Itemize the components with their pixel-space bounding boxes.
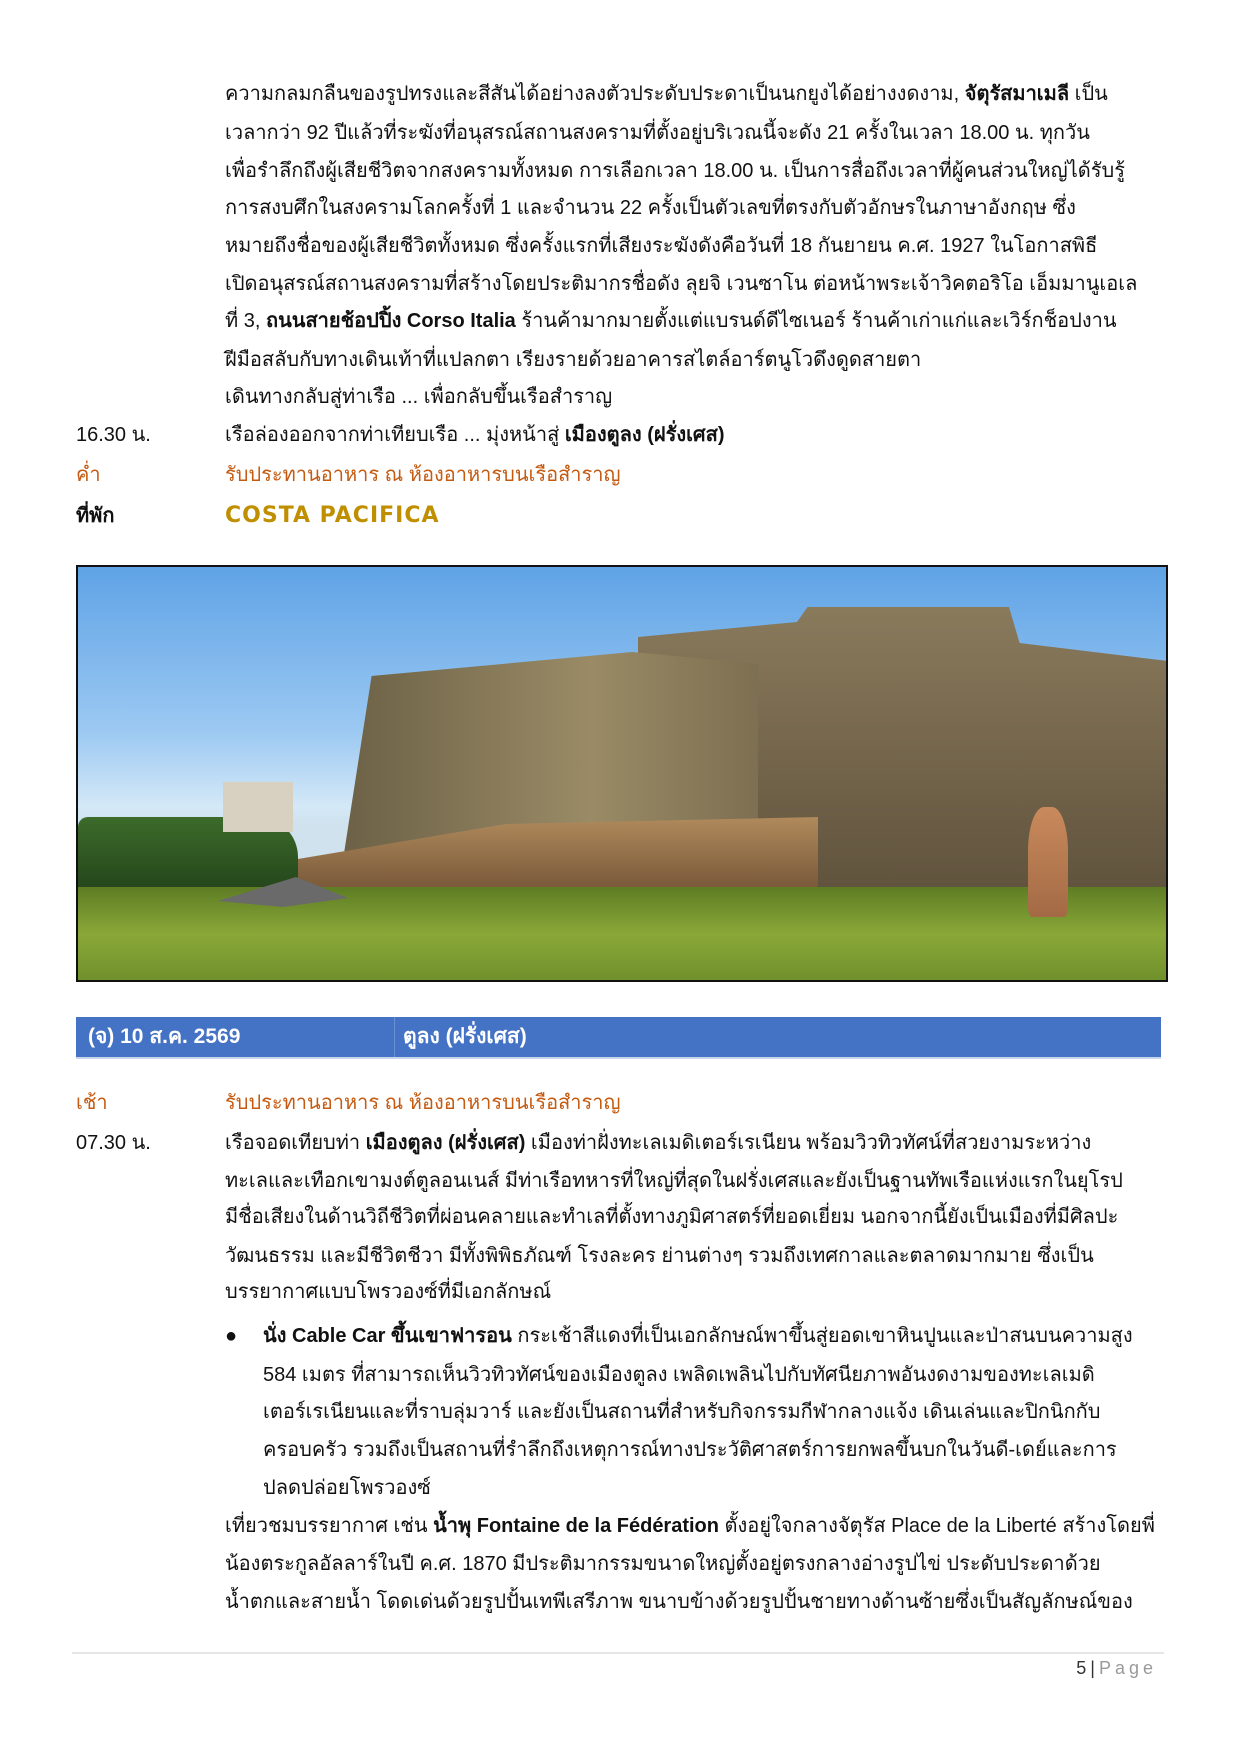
text-segment: เปิดอนุสรณ์สถานสงครามที่สร้างโดยประติมากรชื่อดัง ลุยจิ เวนซาโน ต่อหน้าพระเจ้าวิคตอริโอ เอ็มมานูเอเล [225, 273, 1138, 295]
text-segment: น้องตระกูลอัลลาร์ในปี ค.ศ. 1870 มีประติมากรรมขนาดใหญ่ตั้งอยู่ตรงกลางอ่างรูปไข่ ประดับประดาด้วย [225, 1553, 1101, 1575]
day-header-bar [76, 1017, 1161, 1059]
text-line [225, 416, 725, 454]
text-line [225, 1273, 551, 1311]
departure-time: 16.30 น. [76, 424, 151, 446]
fortress-photo [76, 565, 1168, 982]
accommodation-ship-name: COSTA PACIFICA [225, 503, 440, 528]
text-line [263, 1393, 1100, 1431]
text-line [225, 341, 921, 379]
page-separator: | [1090, 1658, 1095, 1678]
text-line [225, 1237, 1094, 1275]
bold-text: นั่ง Cable Car ขึ้นเขาฟารอน [263, 1325, 512, 1347]
bold-text: เมืองตูลง (ฝรั่งเศส) [564, 424, 725, 446]
text-segment: วัฒนธรรม และมีชีวิตชีวา มีทั้งพิพิธภัณฑ์ โรงละคร ย่านต่างๆ รวมถึงเทศกาลและตลาดมากมาย ซึ่งเป็น [225, 1245, 1094, 1267]
breakfast-text: รับประทานอาหาร ณ ห้องอาหารบนเรือสำราญ [225, 1092, 621, 1114]
page-label: Page [1098, 1658, 1157, 1678]
bold-text: เมืองตูลง (ฝรั่งเศส) [365, 1132, 526, 1154]
text-segment: เวลากว่า 92 ปีแล้วที่ระฆังที่อนุสรณ์สถานสงครามที่ตั้งอยู่บริเวณนี้จะดัง 21 ครั้งในเวลา 18.00 น. ทุกวัน [225, 122, 1090, 144]
page-number [1076, 1654, 1157, 1682]
text-segment: เรือล่องออกจากท่าเทียบเรือ ... มุ่งหน้าสู่ [225, 424, 565, 446]
text-segment: กระเช้าสีแดงที่เป็นเอกลักษณ์พาขึ้นสู่ยอดเขาหินปูนและป่าสนบนความสูง [511, 1325, 1133, 1347]
breakfast-label: เช้า [76, 1092, 108, 1114]
text-segment: เดินทางกลับสู่ท่าเรือ ... เพื่อกลับขึ้นเรือสำราญ [225, 386, 613, 408]
day-header-place: ตูลง (ฝรั่งเศส) [394, 1017, 527, 1057]
text-segment: เมืองท่าฝั่งทะเลเมดิเตอร์เรเนียน พร้อมวิวทิวทัศน์ที่สวยงามระหว่าง [525, 1132, 1092, 1154]
text-line [225, 378, 612, 416]
text-segment: ทะเลและเทือกเขามงต์ตูลอนเนส์ มีท่าเรือทหารที่ใหญ่ที่สุดในฝรั่งเศสและยังเป็นฐานทัพเรือแห่งแรกในยุโรป [225, 1170, 1123, 1192]
text-segment: การสงบศึกในสงครามโลกครั้งที่ 1 และจำนวน 22 ครั้งเป็นตัวเลขที่ตรงกับตัวอักษรในภาษาอังกฤษ ซึ่ง [225, 197, 1076, 219]
text-segment: น้ำตกและสายน้ำ โดดเด่นด้วยรูปปั้นเทพีเสรีภาพ ขนาบข้างด้วยรูปปั้นชายทางด้านซ้ายซึ่งเป็นสัญลักษณ์ของ [225, 1591, 1133, 1613]
bold-text: จัตุรัสมาเมลี [964, 83, 1070, 105]
text-segment: เพื่อรำลึกถึงผู้เสียชีวิตจากสงครามทั้งหมด การเลือกเวลา 18.00 น. เป็นการสื่อถึงเวลาที่ผู้คนส่วนใหญ่ได้รับรู้ [225, 160, 1125, 182]
bullet-dot-icon: ● [225, 1325, 238, 1347]
text-line [263, 1317, 1133, 1355]
text-line [225, 1198, 1118, 1236]
text-segment: หมายถึงชื่อของผู้เสียชีวิตทั้งหมด ซึ่งครั้งแรกที่เสียงระฆังดังคือวันที่ 18 กันยายน ค.ศ. 1927 ในโอกาสพิธี [225, 235, 1098, 257]
text-line [225, 1583, 1133, 1621]
text-segment: 584 เมตร ที่สามารถเห็นวิวทิวทัศน์ของเมืองตูลง เพลิดเพลินไปกับทัศนียภาพอันงดงามของทะเลเมดิ [263, 1364, 1095, 1386]
text-segment: ปลดปล่อยโพรวองซ์ [263, 1477, 431, 1499]
text-line [225, 1545, 1101, 1583]
dinner-text: รับประทานอาหาร ณ ห้องอาหารบนเรือสำราญ [225, 464, 621, 486]
text-segment: ความกลมกลืนของรูปทรงและสีสันได้อย่างลงตัวประดับประดาเป็นนกยูงได้อย่างงดงาม, [225, 83, 965, 105]
footer-divider [72, 1652, 1164, 1654]
text-segment: ครอบครัว รวมถึงเป็นสถานที่รำลึกถึงเหตุการณ์ทางประวัติศาสตร์การยกพลขึ้นบกในวันดี-เดย์และการ [263, 1439, 1117, 1461]
text-line [225, 227, 1097, 265]
text-segment: เตอร์เรเนียนและที่ราบลุ่มวาร์ และยังเป็นสถานที่สำหรับกิจกรรมกีฬากลางแจ้ง เดินเล่นและปิกนิกกับ [263, 1401, 1101, 1423]
text-segment: ร้านค้ามากมายตั้งแต่แบรนด์ดีไซเนอร์ ร้านค้าเก่าแก่และเวิร์กช็อปงาน [515, 310, 1117, 332]
text-segment: บรรยากาศแบบโพรวองซ์ที่มีเอกลักษณ์ [225, 1281, 552, 1303]
text-line [263, 1356, 1095, 1394]
day-header-date: (จ) 10 ส.ค. 2569 [88, 1025, 241, 1048]
bold-text: ถนนสายช้อปปิ้ง Corso Italia [265, 310, 516, 332]
text-segment: ตั้งอยู่ใจกลางจัตุรัส Place de la Liberté สร้างโดยพี่ [719, 1515, 1155, 1537]
text-line [225, 152, 1125, 190]
text-line [225, 302, 1117, 340]
bold-text: น้ำพุ Fontaine de la Fédération [433, 1515, 719, 1537]
text-segment: ฝีมือสลับกับทางเดินเท้าที่แปลกตา เรียงรายด้วยอาคารสไตล์อาร์ตนูโวดึงดูดสายตา [225, 349, 922, 371]
text-line [225, 189, 1076, 227]
text-segment: เป็น [1069, 83, 1108, 105]
text-line [263, 1469, 431, 1507]
text-line [225, 1124, 1091, 1162]
text-segment: เรือจอดเทียบท่า [225, 1132, 366, 1154]
text-line [225, 75, 1108, 113]
dinner-label: ค่ำ [76, 464, 101, 486]
text-line [225, 1507, 1155, 1545]
text-segment: มีชื่อเสียงในด้านวิถีชีวิตที่ผ่อนคลายและทำเลที่ตั้งทางภูมิศาสตร์ที่ยอดเยี่ยม นอกจากนี้ยังเป็นเมืองที่มีศิลปะ [225, 1206, 1119, 1228]
text-line [225, 114, 1090, 152]
text-line [225, 1162, 1123, 1200]
text-segment: ที่ 3, [225, 310, 266, 332]
accommodation-label: ที่พัก [76, 505, 115, 527]
arrival-time: 07.30 น. [76, 1132, 151, 1154]
text-line [263, 1431, 1117, 1469]
page-number-value: 5 [1076, 1658, 1087, 1678]
text-line [225, 265, 1137, 303]
text-segment: เที่ยวชมบรรยากาศ เช่น [225, 1515, 434, 1537]
